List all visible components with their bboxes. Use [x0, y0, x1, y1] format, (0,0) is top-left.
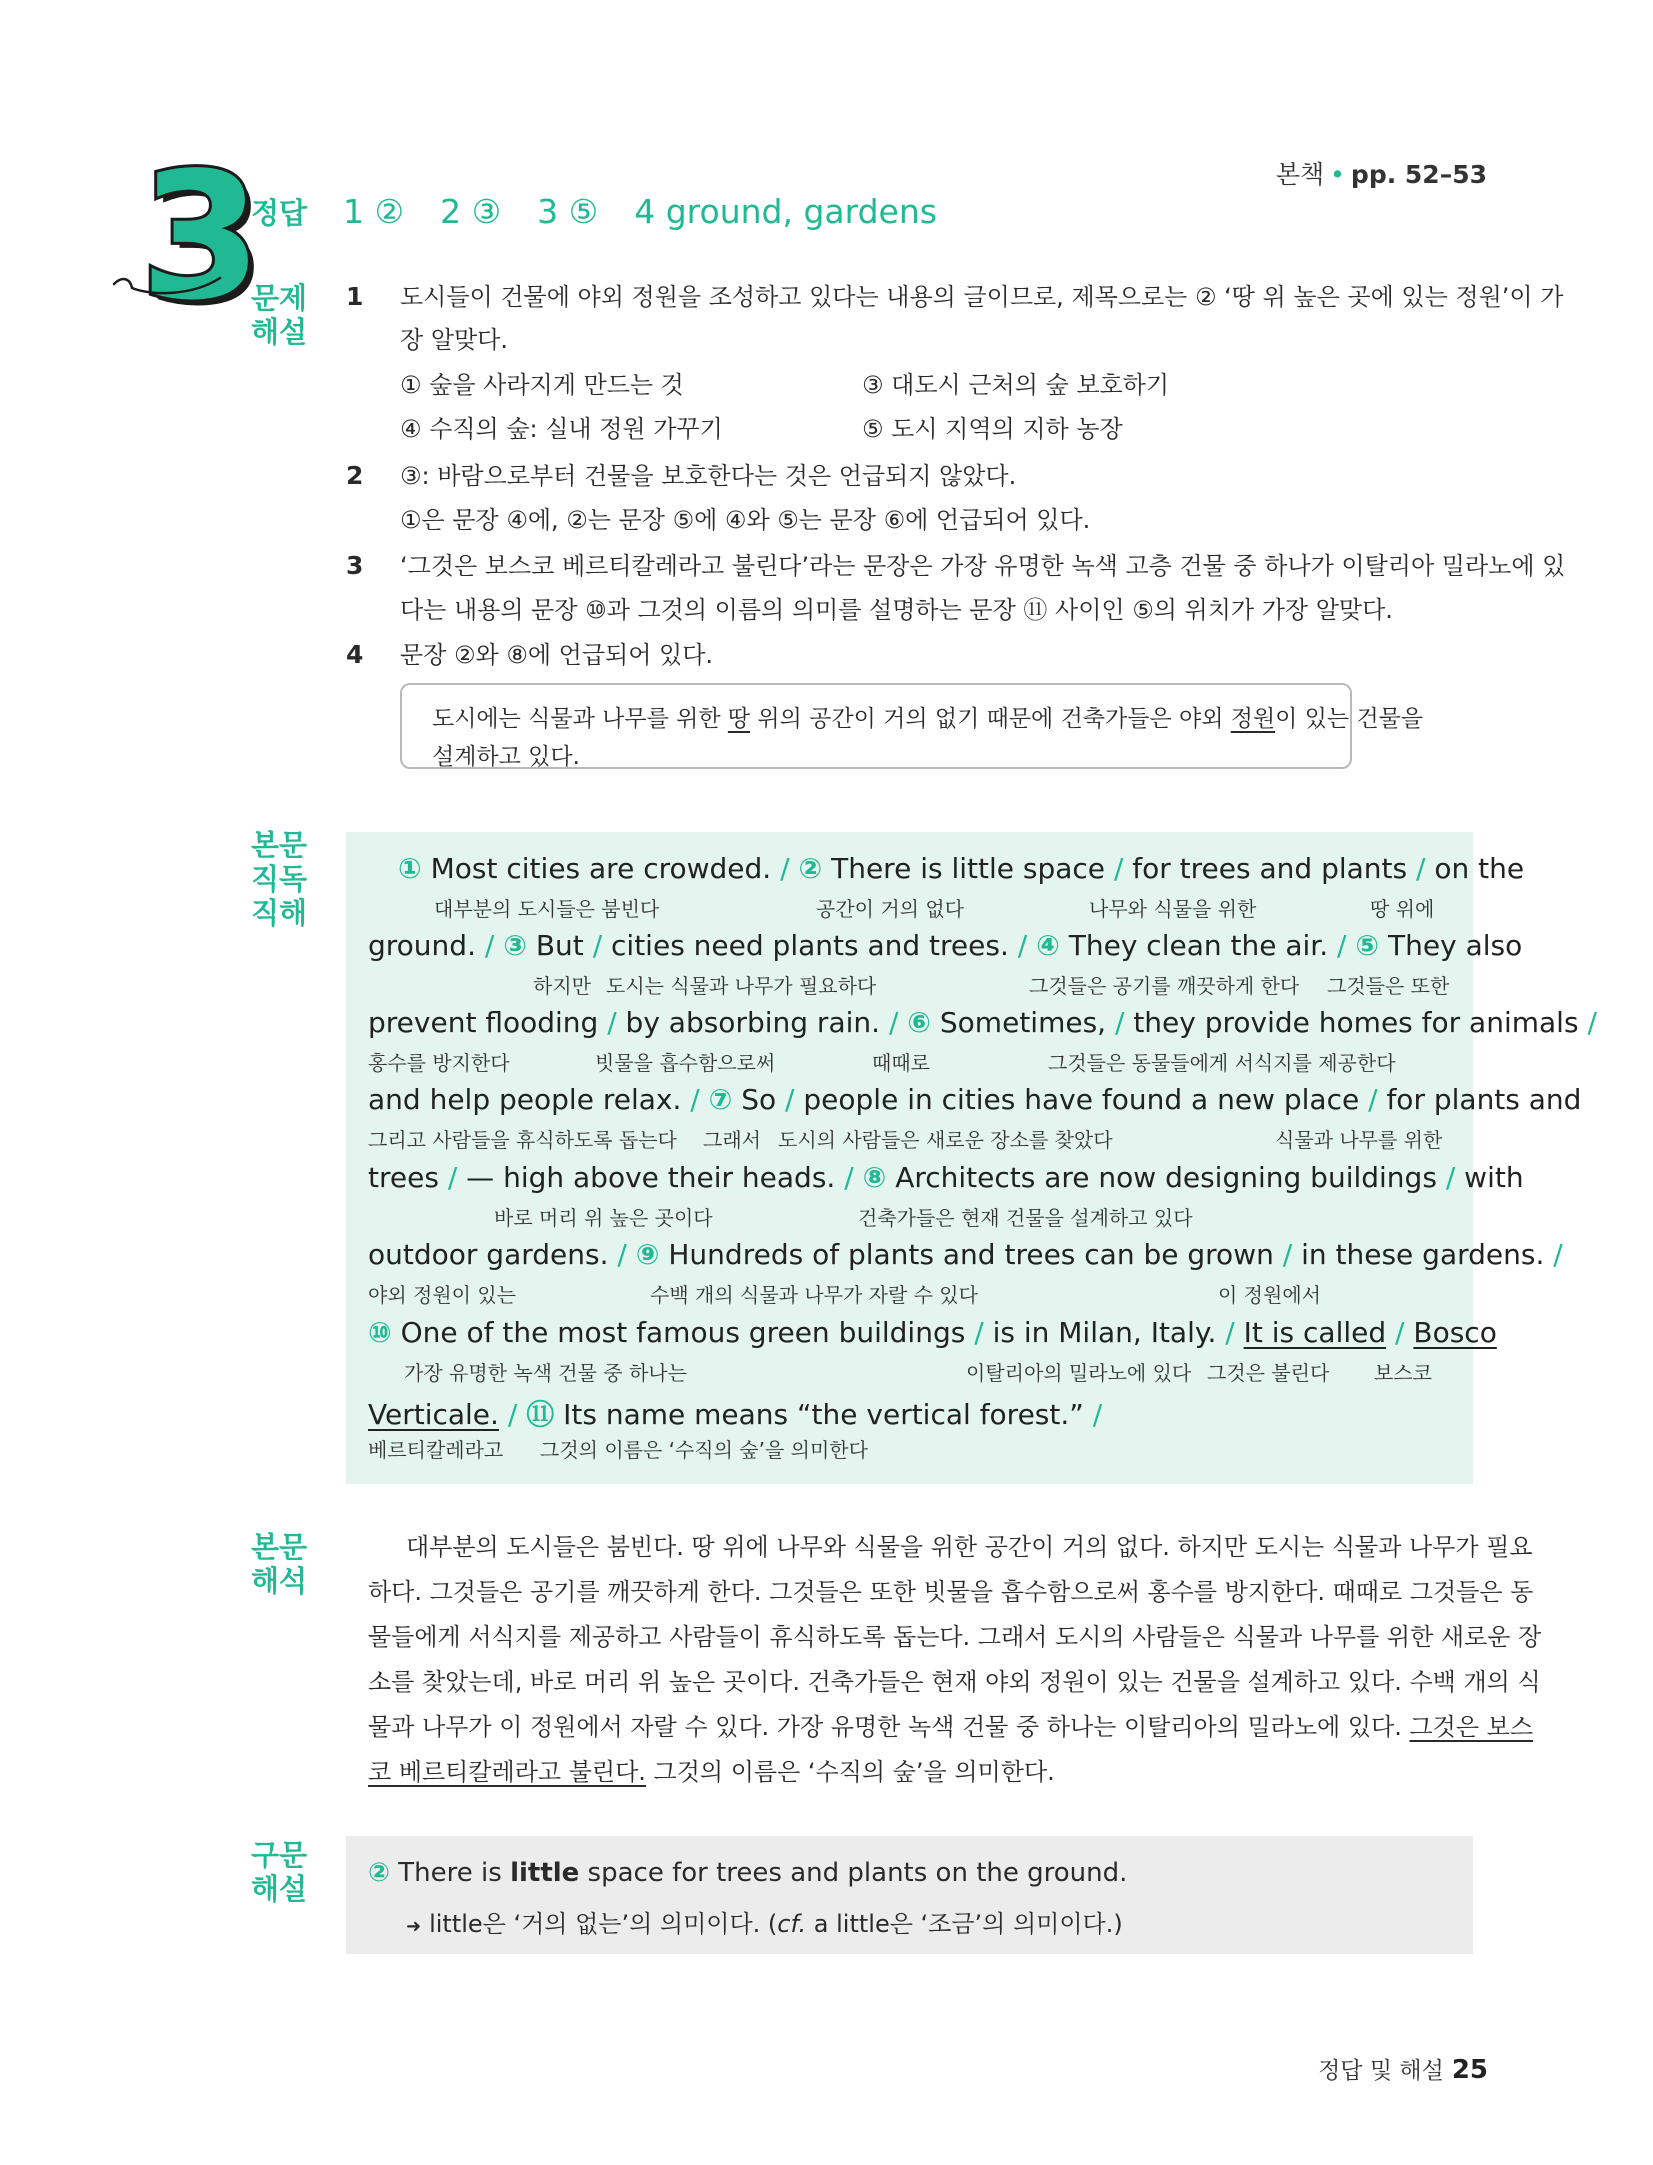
footer-label: 정답 및 해설 — [1318, 2058, 1444, 2084]
arrow-icon: ➜ — [406, 1916, 422, 1937]
reading-label-3: 직해 — [251, 896, 308, 930]
slash: / — [484, 929, 495, 962]
reading-row-1 — [398, 852, 1524, 885]
slash: / — [592, 929, 603, 962]
phrase: One of the most famous green buildings — [400, 1316, 966, 1349]
slash: / — [607, 1006, 617, 1039]
phrase: Most cities are crowded. — [430, 852, 772, 885]
gloss: 홍수를 방지한다 — [368, 1051, 510, 1075]
phrase: ground. — [368, 929, 476, 962]
item-4-line-1: 문장 ②와 ⑧에 언급되어 있다. — [400, 641, 714, 669]
phrase: they provide homes for animals — [1133, 1006, 1579, 1039]
phrase: for trees and plants — [1132, 852, 1408, 885]
phrase-underlined: Verticale. — [368, 1398, 499, 1431]
phrase: They also — [1388, 929, 1523, 962]
phrase-underlined: It is called — [1243, 1316, 1387, 1349]
translation-line-1: 대부분의 도시들은 붐빈다. 땅 위에 나무와 식물을 위한 공간이 거의 없다. 하지만 도시는 식물과 나무가 필요 — [406, 1533, 1533, 1561]
grammar-text: space for trees and plants on the ground. — [579, 1858, 1128, 1888]
slash: / — [888, 1006, 899, 1039]
box-text-a: 도시에는 식물과 나무를 위한 — [432, 706, 728, 732]
phrase: trees — [368, 1161, 439, 1194]
unit-number: 3 — [140, 136, 262, 339]
reading-row-3 — [368, 1006, 1597, 1039]
answer-box-line-2: 설계하고 있다. — [432, 744, 580, 770]
slash: / — [1113, 852, 1124, 885]
slash: / — [1092, 1398, 1103, 1431]
slash: / — [1337, 929, 1347, 962]
gloss: 이탈리아의 밀라노에 있다 — [966, 1361, 1192, 1385]
phrase: in these gardens. — [1301, 1238, 1545, 1271]
translation-underlined: 코 베르티칼레라고 불린다. — [368, 1758, 646, 1786]
item-1-line-1: 도시들이 건물에 야외 정원을 조성하고 있다는 내용의 글이므로, 제목으로는 ② ‘땅 위 높은 곳에 있는 정원’이 가 — [400, 283, 1564, 311]
box-underline-ground: 땅 — [727, 706, 751, 732]
answer-3: 3 ⑤ — [537, 192, 599, 231]
slash: / — [690, 1083, 700, 1116]
reading-row-8 — [368, 1393, 1102, 1433]
sentence-number: ③ — [503, 929, 527, 962]
phrase: for plants and — [1386, 1083, 1582, 1116]
translation-line-4: 소를 찾았는데, 바로 머리 위 높은 곳이다. 건축가들은 현재 야외 정원이 있는 건물을 설계하고 있다. 수백 개의 식 — [368, 1668, 1541, 1696]
slash: / — [1587, 1006, 1597, 1039]
gloss: 그것은 불린다 — [1207, 1361, 1330, 1385]
slash: / — [617, 1238, 627, 1271]
translation-line-3: 물들에게 서식지를 제공하고 사람들이 휴식하도록 돕는다. 그래서 도시의 사람들은 식물과 나무를 위한 새로운 장 — [368, 1623, 1542, 1651]
slash: / — [974, 1316, 984, 1349]
sentence-number: ① — [398, 852, 422, 885]
sentence-number: ④ — [1036, 929, 1060, 962]
gloss: 가장 유명한 녹색 건물 중 하나는 — [404, 1361, 687, 1385]
gloss: 나무와 식물을 위한 — [1089, 897, 1257, 921]
slash: / — [785, 1083, 795, 1116]
item-2-line-2: ①은 문장 ④에, ②는 문장 ⑤에 ④와 ⑤는 문장 ⑥에 언급되어 있다. — [400, 506, 1091, 534]
box-underline-gardens: 정원 — [1230, 706, 1276, 732]
slash: / — [447, 1161, 458, 1194]
gloss: 보스코 — [1374, 1361, 1432, 1385]
reading-row-6 — [368, 1238, 1563, 1271]
grammar-label-2: 해설 — [251, 1872, 308, 1906]
reading-label-1: 본문 — [251, 828, 308, 862]
phrase: people in cities have found a new place — [803, 1083, 1360, 1116]
phrase: There is little space — [831, 852, 1106, 885]
swoosh-decoration — [112, 270, 222, 300]
phrase: Architects are now designing buildings — [895, 1161, 1437, 1194]
page-number: 25 — [1451, 2055, 1488, 2085]
note-text: little은 ‘거의 없는’의 의미이다. ( — [429, 1910, 778, 1938]
slash: / — [1553, 1238, 1563, 1271]
answer-1: 1 ② — [343, 192, 405, 231]
phrase: is in Milan, Italy. — [992, 1316, 1217, 1349]
slash: / — [1282, 1238, 1293, 1271]
gloss: 빗물을 흡수함으로써 — [595, 1051, 776, 1075]
option-1: ① 숲을 사라지게 만드는 것 — [400, 371, 684, 399]
gloss: 건축가들은 현재 건물을 설계하고 있다 — [858, 1206, 1193, 1230]
sentence-number: ⑥ — [907, 1006, 931, 1039]
gloss: 그것들은 또한 — [1327, 974, 1450, 998]
translation-text: 그것의 이름은 ‘수직의 숲’을 의미한다. — [645, 1758, 1055, 1786]
sentence-number: ⑧ — [862, 1161, 887, 1194]
item-number-1: 1 — [346, 282, 364, 311]
item-number-3: 3 — [346, 551, 364, 580]
phrase-underlined: Bosco — [1413, 1316, 1497, 1349]
reading-row-7 — [368, 1316, 1497, 1349]
box-text-c: 이 있는 건물을 — [1275, 706, 1424, 732]
phrase: by absorbing rain. — [625, 1006, 881, 1039]
phrase: with — [1464, 1161, 1524, 1194]
sentence-number: ⑨ — [635, 1238, 660, 1271]
translation-text: 물과 나무가 이 정원에서 자랄 수 있다. 가장 유명한 녹색 건물 중 하나는 이탈리아의 밀라노에 있다. — [368, 1713, 1410, 1741]
phrase: prevent flooding — [368, 1006, 599, 1039]
gloss: 도시는 식물과 나무가 필요하다 — [606, 974, 877, 998]
phrase: So — [741, 1083, 777, 1116]
phrase: Sometimes, — [939, 1006, 1107, 1039]
page-footer — [1318, 2052, 1488, 2085]
reading-row-2 — [368, 929, 1522, 962]
sentence-number: ⑤ — [1355, 929, 1380, 962]
note-text: a little은 ‘조금’의 의미이다.) — [806, 1910, 1123, 1938]
translation-label-1: 본문 — [251, 1530, 308, 1564]
phrase: outdoor gardens. — [368, 1238, 609, 1271]
item-number-2: 2 — [346, 461, 364, 490]
grammar-keyword: little — [510, 1858, 580, 1888]
item-2-line-1: ③: 바람으로부터 건물을 보호한다는 것은 언급되지 않았다. — [400, 462, 1017, 490]
reading-row-5 — [368, 1161, 1524, 1194]
phrase: on the — [1434, 852, 1525, 885]
gloss: 베르티칼레라고 — [368, 1438, 504, 1462]
slash: / — [780, 852, 790, 885]
sentence-number: ⑩ — [368, 1316, 392, 1349]
gloss: 때때로 — [872, 1051, 930, 1075]
answer-box-line-1 — [432, 700, 1423, 733]
item-3-line-1: ‘그것은 보스코 베르티칼레라고 불린다’라는 문장은 가장 유명한 녹색 고층 건물 중 하나가 이탈리아 밀라노에 있 — [400, 552, 1566, 580]
box-text-b: 위의 공간이 거의 없기 때문에 건축가들은 야외 — [750, 706, 1231, 732]
gloss: 그래서 — [703, 1128, 761, 1152]
gloss: 수백 개의 식물과 나무가 자랄 수 있다 — [650, 1283, 978, 1307]
phrase: Its name means “the vertical forest.” — [563, 1398, 1084, 1431]
grammar-label-1: 구문 — [251, 1838, 308, 1872]
item-number-4: 4 — [346, 640, 364, 669]
phrase: and help people relax. — [368, 1083, 682, 1116]
gloss: 하지만 — [533, 974, 591, 998]
translation-label-2: 해석 — [251, 1564, 308, 1598]
explanation-label-2: 해설 — [251, 315, 308, 349]
grammar-text: There is — [398, 1858, 511, 1888]
item-3-line-2: 다는 내용의 문장 ⑩과 그것의 이름의 의미를 설명하는 문장 ⑪ 사이인 ⑤의 위치가 가장 알맞다. — [400, 596, 1393, 624]
slash: / — [1017, 929, 1028, 962]
gloss: 공간이 거의 없다 — [816, 897, 964, 921]
slash: / — [844, 1161, 854, 1194]
gloss: 대부분의 도시들은 붐빈다 — [434, 897, 660, 921]
grammar-sentence — [368, 1858, 1127, 1888]
slash: / — [1114, 1006, 1125, 1039]
slash: / — [1225, 1316, 1235, 1349]
answer-4: 4 ground, gardens — [634, 192, 937, 231]
phrase: cities need plants and trees. — [611, 929, 1009, 962]
page-reference — [1276, 155, 1487, 191]
reading-row-4 — [368, 1083, 1581, 1116]
translation-line-5 — [368, 1712, 1533, 1742]
gloss: 그리고 사람들을 휴식하도록 돕는다 — [368, 1128, 677, 1152]
phrase: They clean the air. — [1068, 929, 1329, 962]
translation-line-2: 하다. 그것들은 공기를 깨끗하게 한다. 그것들은 또한 빗물을 흡수함으로써 홍수를 방지한다. 때때로 그것들은 동 — [368, 1578, 1534, 1606]
note-cf: cf. — [777, 1910, 807, 1938]
gloss: 그것들은 공기를 깨끗하게 한다 — [1029, 974, 1300, 998]
gloss: 이 정원에서 — [1218, 1283, 1321, 1307]
option-3: ③ 대도시 근처의 숲 보호하기 — [862, 371, 1170, 399]
sentence-number: ⑦ — [708, 1083, 733, 1116]
translation-underlined: 그것은 보스 — [1409, 1713, 1534, 1741]
separator-dot: • — [1330, 160, 1345, 189]
slash: / — [1368, 1083, 1378, 1116]
gloss: 바로 머리 위 높은 곳이다 — [494, 1206, 713, 1230]
slash: / — [1416, 852, 1426, 885]
book-label: 본책 — [1275, 160, 1325, 189]
slash: / — [1445, 1161, 1456, 1194]
sentence-number: ⑪ — [526, 1398, 555, 1431]
item-1-line-2: 장 알맞다. — [400, 326, 508, 354]
answer-label: 정답 — [251, 196, 308, 230]
gloss: 야외 정원이 있는 — [368, 1283, 516, 1307]
sentence-number: ② — [368, 1858, 391, 1888]
reading-label-2: 직독 — [251, 862, 308, 896]
translation-line-6 — [368, 1757, 1055, 1787]
phrase: Hundreds of plants and trees can be grown — [668, 1238, 1274, 1271]
explanation-label-1: 문제 — [251, 281, 308, 315]
page-range: pp. 52–53 — [1350, 160, 1487, 189]
gloss: 그것의 이름은 ‘수직의 숲’을 의미한다 — [540, 1438, 868, 1462]
gloss: 그것들은 동물들에게 서식지를 제공한다 — [1048, 1051, 1396, 1075]
option-4: ④ 수직의 숲: 실내 정원 가꾸기 — [400, 415, 723, 443]
gloss: 식물과 나무를 위한 — [1275, 1128, 1443, 1152]
phrase: But — [535, 929, 584, 962]
gloss: 땅 위에 — [1370, 897, 1435, 921]
sentence-number: ② — [798, 852, 823, 885]
slash: / — [507, 1398, 518, 1431]
gloss: 도시의 사람들은 새로운 장소를 찾았다 — [778, 1128, 1113, 1152]
answer-list — [343, 192, 937, 231]
option-5: ⑤ 도시 지역의 지하 농장 — [862, 415, 1123, 443]
grammar-note — [406, 1904, 1123, 1939]
answer-2: 2 ③ — [440, 192, 502, 231]
slash: / — [1395, 1316, 1405, 1349]
phrase: — high above their heads. — [466, 1161, 836, 1194]
